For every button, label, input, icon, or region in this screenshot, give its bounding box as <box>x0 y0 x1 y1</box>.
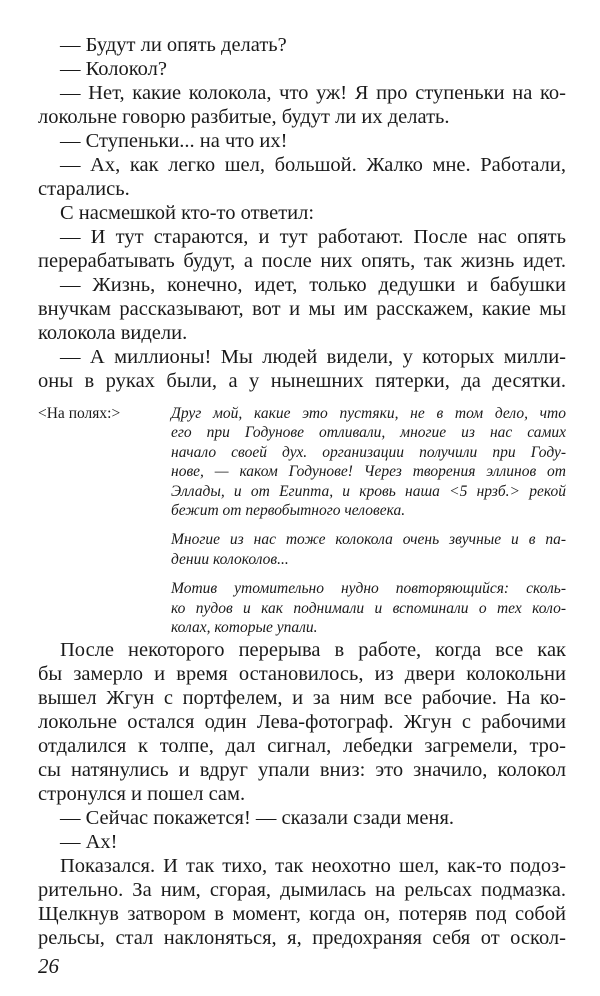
text-line: вышел Жгун с портфелем, и за ним все рабочие. На ко- <box>38 687 566 709</box>
note-line: Друг мой, какие это пустяки, не в том дело, что <box>171 405 566 422</box>
text-line: — Жизнь, конечно, идет, только дедушки и бабушки <box>60 274 566 296</box>
text-line: Щелкнув затвором в момент, когда он, потеряв под собой <box>38 903 566 925</box>
margin-notes-body <box>171 404 566 647</box>
note-line: нове, — каком Годунове! Через творения эллинов от <box>171 463 566 481</box>
note-paragraph <box>171 579 566 637</box>
text-line: — Сейчас покажется! — сказали сзади меня. <box>60 807 455 829</box>
note-line: Эллады, и от Египта, и кровь наша <5 нрзб.> рекой <box>171 482 566 500</box>
note-line: дении колоколов... <box>171 550 289 568</box>
text-line: — Будут ли опять делать? <box>60 34 287 56</box>
page-number: 26 <box>38 954 59 978</box>
text-line: бы замерло и время остановилось, из двери колокольни <box>38 663 566 685</box>
text-line: рительно. За ним, сгорая, дымилась на рельсах подмазка. <box>38 879 566 901</box>
text-line: перерабатывать будут, а после них опять, так жизнь идет. <box>38 250 566 272</box>
text-line: — Нет, какие колокола, что уж! Я про ступеньки на ко- <box>60 82 566 104</box>
note-line: колах, которые упали. <box>171 618 318 636</box>
text-line: — Ах, как легко шел, большой. Жалко мне. Работали, <box>60 154 566 176</box>
text-line: локольне говорю разбитые, будут ли их делать. <box>38 106 450 128</box>
text-line: локольне остался один Лева-фотограф. Жгун с рабочими <box>38 711 566 733</box>
text-line: отдалился к толпе, дал сигнал, лебедки загремели, тро- <box>38 735 566 757</box>
note-line: Мотив утомительно нудно повторяющийся: сколь- <box>171 580 566 598</box>
text-line: оны в руках были, а у нынешних пятерки, да десятки. <box>38 370 566 392</box>
text-line: стронулся и пошел сам. <box>38 783 246 805</box>
text-line: С насмешкой кто-то ответил: <box>60 202 315 224</box>
text-line: рельсы, стал наклоняться, я, предохраняя себя от оскол- <box>38 927 566 949</box>
text-line: старались. <box>38 178 130 200</box>
note-line: бежит от первобытного человека. <box>171 501 406 519</box>
main-text-top <box>38 33 566 393</box>
note-line: его при Годунове отливали, многие из нас самих <box>171 424 566 442</box>
note-paragraph <box>171 404 566 520</box>
text-line: внучкам рассказывают, вот и мы им расскажем, какие мы <box>38 298 566 320</box>
main-text-bottom <box>38 638 566 950</box>
text-line: — Ах! <box>60 831 118 853</box>
text-line: колокола видели. <box>38 322 188 344</box>
note-line: Многие из нас тоже колокола очень звучные и в па- <box>171 531 566 549</box>
note-line: начало своей дух. организации получили при Году- <box>171 443 566 461</box>
text-line: После некоторого перерыва в работе, когда все как <box>60 639 566 661</box>
note-line: ко пудов и как поднимали и вспоминали о тех коло- <box>171 599 566 617</box>
text-line: — А миллионы! Мы людей видели, у которых милли- <box>60 346 566 368</box>
margin-notes-label: <На полях:> <box>38 405 121 422</box>
text-line: — Колокол? <box>60 58 167 80</box>
text-line: Показался. И так тихо, так неохотно шел, как-то подоз- <box>60 855 566 877</box>
note-paragraph <box>171 530 566 569</box>
text-line: сы натянулись и вдруг упали вниз: это значило, колокол <box>38 759 566 781</box>
text-line: — И тут стараются, и тут работают. После нас опять <box>60 226 566 248</box>
text-line: — Ступеньки... на что их! <box>60 130 288 152</box>
